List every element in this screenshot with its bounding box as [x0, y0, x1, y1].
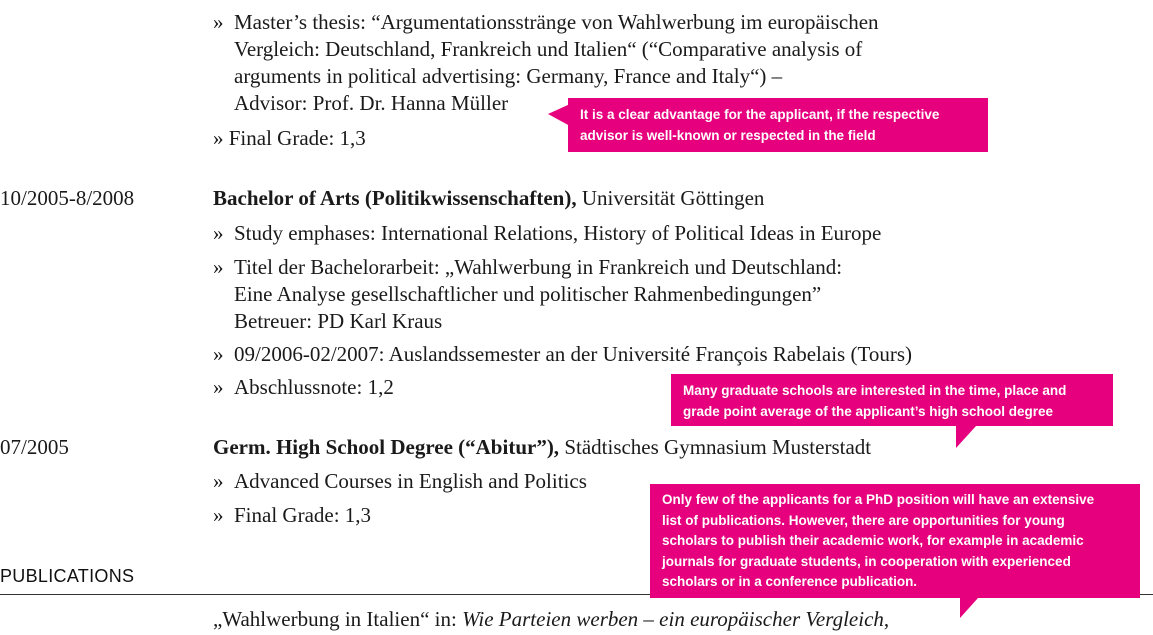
masters-final-grade: [213, 125, 366, 152]
highschool-heading: [213, 434, 871, 461]
bachelor-thesis-line: Eine Analyse gesellschaftlicher und politischer Rahmenbedingungen”: [234, 282, 822, 306]
annotation-line: journals for graduate students, in cooperation with experienced: [662, 553, 1071, 569]
bachelor-emphases: Study emphases: International Relations, History of Political Ideas in Europe: [234, 221, 882, 245]
bullet-marker: »: [213, 126, 224, 150]
annotation-line: scholars or in a conference publication.: [662, 574, 918, 589]
masters-advisor-line: Advisor: Prof. Dr. Hanna Müller: [234, 91, 509, 115]
masters-final-grade-text: Final Grade: 1,3: [228, 126, 366, 150]
publication-suffix: ,: [883, 607, 890, 631]
publication-entry: [213, 606, 889, 633]
annotation-line: list of publications. However, there are opportunities for young: [662, 512, 1065, 528]
bachelor-exchange: 09/2006-02/2007: Auslandssemester an der Université François Rabelais (Tours): [234, 342, 912, 366]
bullet-marker: »: [213, 221, 224, 245]
bachelor-final-grade: Abschlussnote: 1,2: [234, 375, 394, 399]
annotation-line: scholars to publish their academic work, for example in academic: [662, 533, 1084, 548]
bachelor-degree: Bachelor of Arts (Politikwissenschaften),: [213, 186, 577, 210]
highschool-date: 07/2005: [0, 435, 69, 459]
annotation-line: Only few of the applicants for a PhD position will have an extensive: [662, 492, 1095, 507]
bachelor-thesis-line: Titel der Bachelorarbeit: „Wahlwerbung in Frankreich und Deutschland:: [234, 255, 843, 279]
highschool-degree: Germ. High School Degree (“Abitur”),: [213, 435, 560, 459]
callout-pointer: [548, 104, 570, 126]
annotation-highschool: [671, 374, 1113, 426]
bullet-marker: »: [213, 255, 224, 279]
annotation-advisor: [568, 98, 988, 152]
callout-pointer: [956, 426, 976, 448]
callout-pointer: [960, 598, 978, 618]
highschool-final-grade: Final Grade: 1,3: [234, 503, 372, 527]
publication-title: Wie Parteien werben – ein europäischer Vergleich: [462, 607, 884, 631]
highschool-courses: Advanced Courses in English and Politics: [234, 469, 587, 493]
bullet-marker: »: [213, 503, 224, 527]
bullet-marker: »: [213, 10, 224, 34]
annotation-line: Many graduate schools are interested in the time, place and: [683, 383, 1067, 398]
annotation-line: advisor is well-known or respected in the field: [580, 128, 876, 143]
publication-prefix: „Wahlwerbung in Italien“ in:: [213, 607, 463, 631]
masters-thesis-line: Vergleich: Deutschland, Frankreich und Italien“ (“Comparative analysis of: [234, 37, 863, 61]
bullet-marker: »: [213, 375, 224, 399]
highschool-institution: Städtisches Gymnasium Musterstadt: [559, 435, 872, 459]
bachelor-institution: Universität Göttingen: [576, 186, 765, 210]
bullet-marker: »: [213, 469, 224, 493]
bachelor-thesis: [234, 254, 842, 335]
annotation-line: grade point average of the applicant’s high school degree: [683, 404, 1054, 419]
annotation-publications: [650, 484, 1140, 598]
bachelor-date: 10/2005-8/2008: [0, 186, 135, 210]
bachelor-advisor-line: Betreuer: PD Karl Kraus: [234, 309, 443, 333]
annotation-line: It is a clear advantage for the applicant, if the respective: [580, 107, 940, 122]
bachelor-heading: [213, 185, 764, 212]
masters-thesis-line: arguments in political advertising: Germany, France and Italy“) –: [234, 64, 783, 88]
masters-thesis-line: Master’s thesis: “Argumentationsstränge von Wahlwerbung im europäischen: [234, 10, 879, 34]
section-title-publications: PUBLICATIONS: [0, 566, 135, 586]
bullet-marker: »: [213, 342, 224, 366]
